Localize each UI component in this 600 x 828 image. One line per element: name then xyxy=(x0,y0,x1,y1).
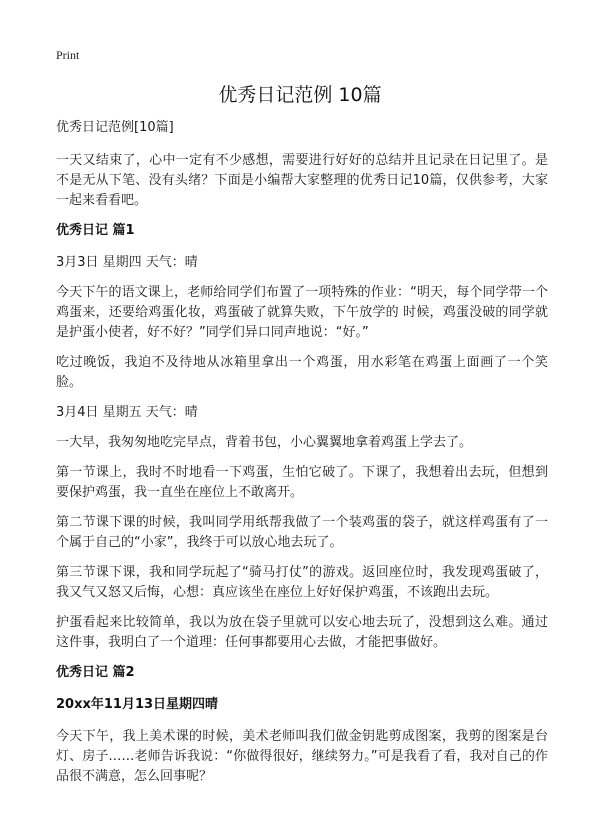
paragraph-6: 第三节课下课，我和同学玩起了“骑马打仗”的游戏。返回座位时，我发现鸡蛋破了，我又气又怒又后悔，心想：真应该坐在座位上好好保护鸡蛋，不该跑出去玩。 xyxy=(56,565,548,600)
diary-date-2: 3月4日 星期五 天气：晴 xyxy=(56,405,198,420)
paragraph-5: 第二节课下课的时候，我叫同学用纸帮我做了一个装鸡蛋的袋子，就这样鸡蛋有了一个属于自己的“小家”，我终于可以放心地去玩了。 xyxy=(56,515,548,550)
paragraph-4: 第一节课上，我时不时地看一下鸡蛋，生怕它破了。下课了，我想着出去玩，但想到要保护鸡蛋，我一直坐在座位上不敢离开。 xyxy=(56,465,548,500)
paragraph-3: 一大早，我匆匆地吃完早点，背着书包，小心翼翼地拿着鸡蛋上学去了。 xyxy=(56,435,473,450)
section-heading-2: 优秀日记 篇2 xyxy=(56,665,135,680)
article-body xyxy=(56,118,548,797)
article-subtitle: 优秀日记范例[10篇] xyxy=(56,120,174,135)
paragraph-8: 今天下午，我上美术课的时候，美术老师叫我们做金钥匙剪成图案，我剪的图案是台灯、房子……老师告诉我说：“你做得很好，继续努力。”可是我看了看，我对自己的作品很不满意，怎么回事呢？ xyxy=(56,729,548,784)
print-link[interactable]: Print xyxy=(56,48,80,62)
diary-date-3: 20xx年11月13日星期四晴 xyxy=(56,697,219,712)
intro-paragraph: 一天又结束了，心中一定有不少感想，需要进行好好的总结并且记录在日记里了。是不是无从下笔、没有头绪？下面是小编帮大家整理的优秀日记10篇，仅供参考，大家一起来看看吧。 xyxy=(56,153,548,208)
page-title: 优秀日记范例 10篇 xyxy=(218,84,382,106)
paragraph-2: 吃过晚饭，我迫不及待地从冰箱里拿出一个鸡蛋，用水彩笔在鸡蛋上面画了一个笑脸。 xyxy=(56,355,548,390)
paragraph-1: 今天下午的语文课上，老师给同学们布置了一项特殊的作业：“明天，每个同学带一个鸡蛋来，还要给鸡蛋化妆，鸡蛋破了就算失败，下午放学的 时候，鸡蛋没破的同学就是护蛋小使者，好不好？”同学们异口同声地说：“好。” xyxy=(56,285,548,340)
paragraph-7: 护蛋看起来比较简单，我以为放在袋子里就可以安心地去玩了，没想到这么难。通过这件事，我明白了一个道理：任何事都要用心去做，才能把事做好。 xyxy=(56,615,548,650)
diary-date-1: 3月3日 星期四 天气：晴 xyxy=(56,255,198,270)
section-heading-1: 优秀日记 篇1 xyxy=(56,223,135,238)
